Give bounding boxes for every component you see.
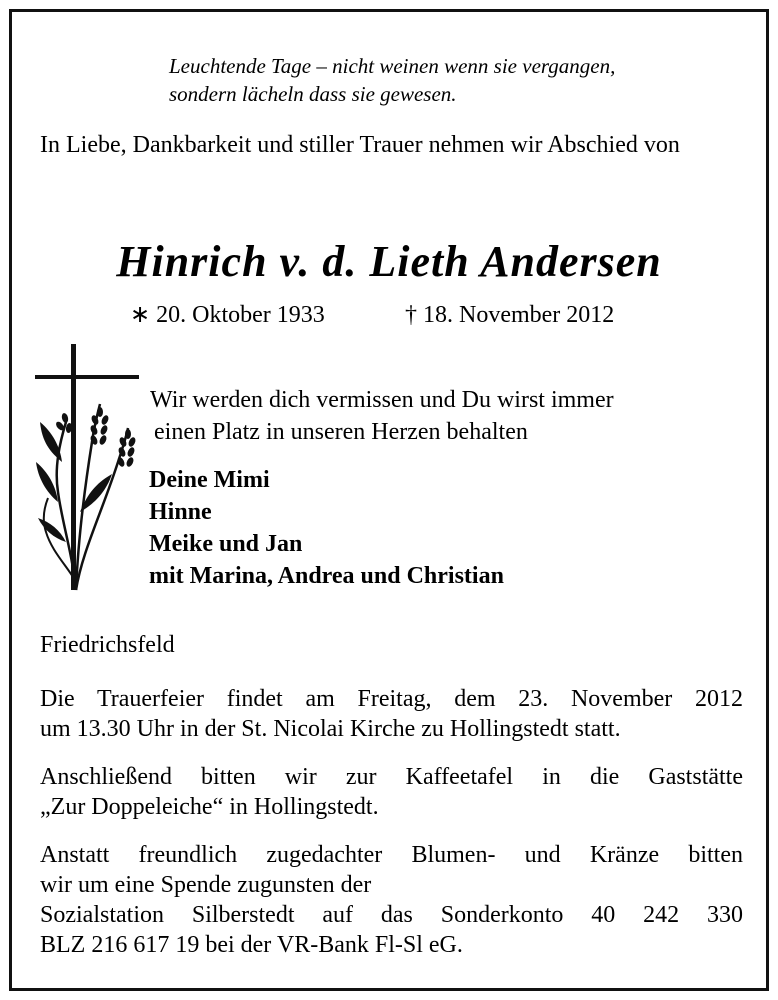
donation-line-1: Anstatt freundlich zugedachter Blumen- und Kränze bitten — [40, 842, 743, 868]
birth-date: ∗ 20. Oktober 1933 — [130, 302, 325, 328]
signers-list — [149, 464, 749, 592]
reception-line-2: „Zur Doppeleiche“ in Hollingstedt. — [40, 794, 379, 820]
quote — [169, 52, 749, 108]
cross-with-wheat-icon — [32, 342, 142, 592]
service-line-2: um 13.30 Uhr in der St. Nicolai Kirche zu Hollingstedt statt. — [40, 716, 621, 742]
signer: Hinne — [149, 499, 212, 525]
obituary-notice — [9, 9, 769, 991]
signer: Meike und Jan — [149, 531, 303, 557]
reception-line-1: Anschließend bitten wir zur Kaffeetafel in die Gaststätte — [40, 764, 743, 790]
deceased-name: Hinrich v. d. Lieth Andersen — [116, 237, 662, 286]
donation-line-2: wir um eine Spende zugunsten der — [40, 872, 372, 898]
signer: Deine Mimi — [149, 467, 270, 493]
donation-info — [40, 840, 743, 960]
signer: mit Marina, Andrea und Christian — [149, 563, 504, 589]
farewell-line-1: Wir werden dich vermissen und Du wirst immer — [150, 387, 614, 413]
intro-text: In Liebe, Dankbarkeit und stiller Trauer nehmen wir Abschied von — [40, 132, 680, 158]
donation-line-3: Sozialstation Silberstedt auf das Sonderkonto 40 242 330 — [40, 902, 743, 928]
death-date: † 18. November 2012 — [405, 302, 615, 328]
service-line-1: Die Trauerfeier findet am Freitag, dem 23. November 2012 — [40, 686, 743, 712]
reception-info — [40, 762, 743, 822]
quote-line-1: Leuchtende Tage – nicht weinen wenn sie vergangen, — [169, 54, 616, 78]
place-name: Friedrichsfeld — [40, 632, 175, 658]
farewell-line-2: einen Platz in unseren Herzen behalten — [154, 419, 528, 445]
quote-line-2: sondern lächeln dass sie gewesen. — [169, 82, 457, 106]
funeral-service-info — [40, 684, 743, 744]
farewell-message — [150, 384, 750, 448]
donation-line-4: BLZ 216 617 19 bei der VR-Bank Fl-Sl eG. — [40, 932, 463, 958]
